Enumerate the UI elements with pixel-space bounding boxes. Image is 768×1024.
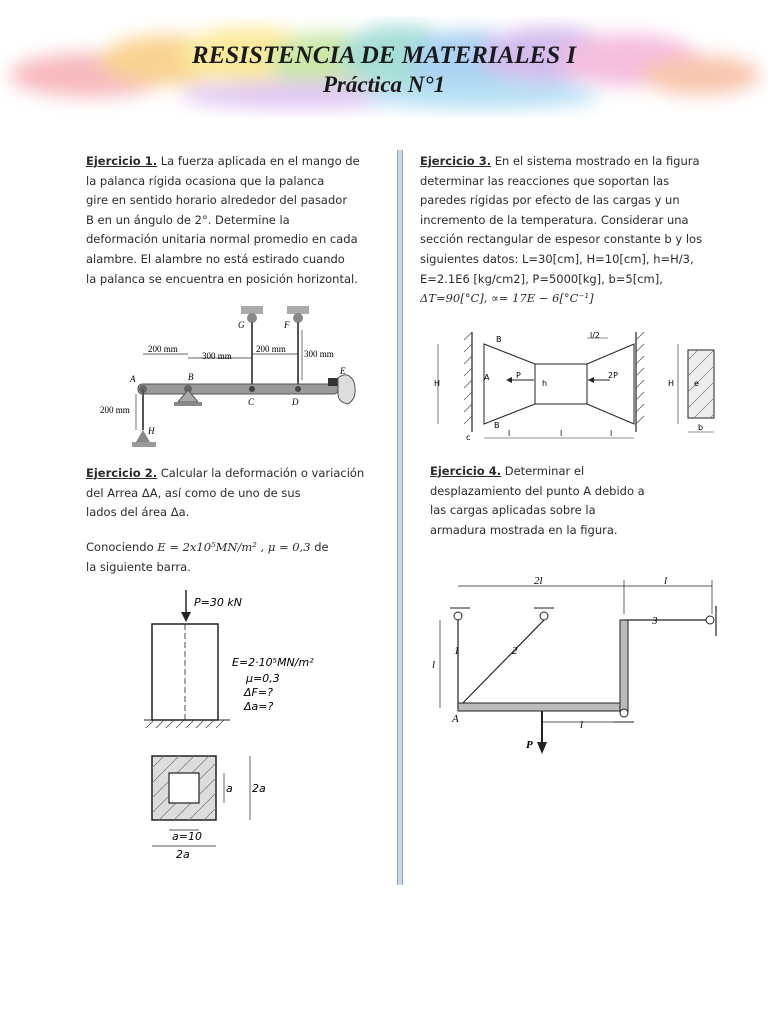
svg-text:F: F bbox=[284, 320, 290, 330]
svg-text:300 mm: 300 mm bbox=[304, 349, 334, 359]
page-subtitle: Práctica N°1 bbox=[322, 72, 446, 97]
svg-text:P: P bbox=[526, 739, 533, 751]
svg-text:G: G bbox=[238, 320, 245, 330]
svg-text:H: H bbox=[434, 379, 441, 388]
svg-text:c: c bbox=[466, 433, 471, 442]
exercise-3-label: Ejercicio 3. bbox=[420, 154, 492, 168]
svg-text:1: 1 bbox=[454, 645, 460, 657]
svg-text:l/2: l/2 bbox=[590, 331, 601, 340]
svg-text:l: l bbox=[508, 429, 511, 438]
svg-text:B: B bbox=[496, 335, 502, 344]
svg-text:ΔF=?: ΔF=? bbox=[244, 686, 273, 699]
svg-text:300 mm: 300 mm bbox=[202, 351, 232, 361]
svg-text:2a: 2a bbox=[252, 782, 266, 795]
exercise-2-text: Ejercicio 2. Calcular la deformación o variación del Arrea ΔA, así como de uno de sus lados del área Δa. bbox=[86, 466, 365, 520]
svg-text:A: A bbox=[452, 713, 459, 725]
svg-text:H: H bbox=[668, 379, 675, 388]
svg-text:h: h bbox=[542, 379, 548, 388]
exercise-2-given: Conociendo E = 2x10⁵MN/m² , μ = 0,3 de la siguiente barra. bbox=[86, 540, 329, 574]
truss-figure bbox=[430, 574, 730, 759]
svg-text:E: E bbox=[340, 366, 346, 376]
column-divider bbox=[397, 150, 403, 885]
svg-text:2l: 2l bbox=[534, 575, 543, 587]
tapered-bar-figure bbox=[428, 328, 720, 448]
svg-text:D: D bbox=[292, 397, 299, 407]
lever-figure bbox=[98, 302, 360, 450]
svg-text:P=30 kN: P=30 kN bbox=[194, 596, 242, 609]
svg-text:a=10: a=10 bbox=[172, 830, 202, 843]
svg-text:l: l bbox=[432, 659, 436, 671]
svg-text:e: e bbox=[694, 379, 699, 388]
svg-text:C: C bbox=[248, 397, 255, 407]
exercise-2-label: Ejercicio 2. bbox=[86, 466, 158, 480]
svg-text:l: l bbox=[610, 429, 613, 438]
exercise-3-text: Ejercicio 3. En el sistema mostrado en la figura determinar las reacciones que soportan las paredes rígidas por efecto de las cargas y un incremento de la temperatura. Considerar una sección rectangular de espesor constante b y los siguientes datos: L=30[cm], H=10[cm], h=H/3, E=2.1E6 [kg/cm2], P=5000[kg], b=5[cm], ΔT=90[°C], ∝= 17E − 6[°C⁻¹] bbox=[420, 154, 703, 306]
svg-text:Δa=?: Δa=? bbox=[244, 700, 274, 713]
svg-text:A: A bbox=[130, 374, 136, 384]
svg-text:200 mm: 200 mm bbox=[148, 344, 178, 354]
svg-text:H: H bbox=[148, 426, 155, 436]
exercise-1-label: Ejercicio 1. bbox=[86, 154, 158, 168]
svg-text:l: l bbox=[560, 429, 563, 438]
exercise-4-text: Ejercicio 4. Determinar el desplazamiento del punto A debido a las cargas aplicadas sobre la armadura mostrada en la figura. bbox=[430, 464, 645, 537]
exercise-1-text: Ejercicio 1. La fuerza aplicada en el mango de la palanca rígida ocasiona que la palanca gire en sentido horario alrededor del pasador B en un ángulo de 2°. Determine la deformación unitaria normal promedio en cada alambre. El alambre no está estirado cuando la palanca se encuentra en posición horizontal. bbox=[86, 154, 360, 286]
page-title: RESISTENCIA DE MATERIALES I bbox=[191, 42, 577, 69]
svg-text:l: l bbox=[580, 719, 584, 731]
svg-text:l: l bbox=[664, 575, 668, 587]
exercise-4-label: Ejercicio 4. bbox=[430, 464, 502, 478]
svg-text:2a: 2a bbox=[176, 848, 190, 861]
svg-text:μ=0,3: μ=0,3 bbox=[246, 672, 280, 685]
svg-text:200 mm: 200 mm bbox=[100, 405, 130, 415]
svg-text:B: B bbox=[188, 372, 194, 382]
svg-text:A: A bbox=[484, 373, 490, 382]
svg-text:P: P bbox=[516, 371, 521, 380]
svg-text:E=2·10⁵MN/m²: E=2·10⁵MN/m² bbox=[232, 656, 314, 669]
svg-text:3: 3 bbox=[652, 615, 658, 627]
svg-text:b: b bbox=[698, 423, 704, 432]
svg-text:a: a bbox=[226, 782, 233, 795]
bar-figure bbox=[140, 588, 340, 863]
svg-text:2: 2 bbox=[512, 645, 518, 657]
svg-text:2P: 2P bbox=[608, 371, 618, 380]
svg-text:200 mm: 200 mm bbox=[256, 344, 286, 354]
svg-text:B: B bbox=[494, 421, 500, 430]
